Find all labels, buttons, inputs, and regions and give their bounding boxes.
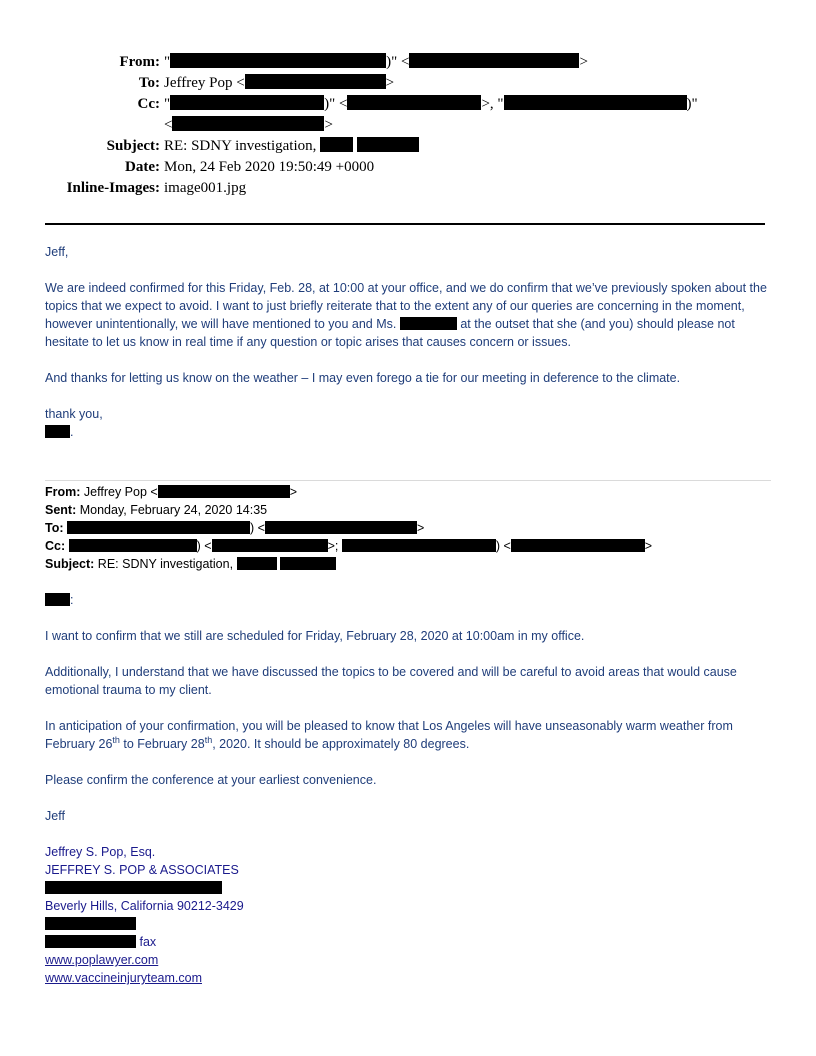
header-inline-images-row (0, 178, 816, 199)
header-inline-images-label: Inline-Images: (66, 180, 160, 196)
redaction-block (409, 53, 579, 68)
header-from-row (0, 52, 816, 73)
quote: )" (686, 96, 698, 112)
redaction-block (170, 53, 386, 68)
signature-address-line (45, 879, 769, 897)
header-date-row (0, 157, 816, 178)
quoted-from-row: From: Jeffrey Pop < > (45, 485, 297, 499)
redaction-block (347, 95, 481, 110)
website-link-poplawyer[interactable]: www.poplawyer.com (45, 953, 159, 967)
bracket: > (385, 75, 395, 91)
redaction-block (158, 485, 290, 498)
redaction-block (245, 74, 386, 89)
quote: " (164, 54, 171, 70)
redaction-block (45, 881, 222, 894)
signature-block (45, 843, 769, 987)
quote: >, " (481, 96, 504, 112)
header-subject-row (0, 136, 816, 157)
redaction-block (212, 539, 328, 552)
signature-firm: JEFFREY S. POP & ASSOCIATES (45, 863, 239, 877)
quote: )" < (324, 96, 348, 112)
quoted-paragraph-1: I want to confirm that we still are scheduled for Friday, February 28, 2020 at 10:00am in my office. (45, 629, 585, 643)
quoted-body (45, 591, 769, 987)
redaction-block (504, 95, 687, 110)
signature-name: Jeffrey S. Pop, Esq. (45, 845, 156, 859)
redaction-block (357, 137, 419, 152)
header-subject-value: RE: SDNY investigation, (164, 138, 317, 154)
reply-paragraph-2: And thanks for letting us know on the weather – I may even forego a tie for our meeting in deference to the climate. (45, 371, 681, 385)
redaction-block (67, 521, 250, 534)
redaction-block (342, 539, 496, 552)
bracket: > (579, 54, 588, 70)
website-link-vaccineinjuryteam[interactable]: www.vaccineinjuryteam.com (45, 971, 202, 985)
header-from-label: From: (119, 54, 160, 70)
redaction-block (400, 317, 457, 330)
header-to-name: Jeffrey Pop < (164, 75, 245, 91)
quoted-to-row: To: ) < > (45, 521, 425, 535)
quoted-salutation: : (45, 591, 769, 609)
header-to-label: To: (138, 75, 160, 91)
header-date-value: Mon, 24 Feb 2020 19:50:49 +0000 (164, 159, 375, 175)
header-divider (45, 223, 765, 225)
redaction-block (45, 593, 70, 606)
reply-paragraph-1: We are indeed confirmed for this Friday, Feb. 28, at 10:00 at your office, and we do confirm that we’ve previously spoken about the topics that we expect to avoid. I want to just briefly reiterate that to the extent any of our queries are concerning in the moment, however unintentionally, we will have mentioned to you and Ms. at the outset that she (and you) should please not hesitate to let us know in real time if any question or topic arises that causes concern or issues. (45, 281, 767, 349)
redaction-block (511, 539, 645, 552)
signature-fax-line: fax (45, 933, 769, 951)
quoted-paragraph-2: Additionally, I understand that we have discussed the topics to be covered and will be careful to avoid areas that would cause emotional trauma to my client. (45, 665, 737, 697)
header-inline-images-value: image001.jpg (164, 180, 247, 196)
redaction-block (45, 935, 136, 948)
redaction-block (170, 95, 324, 110)
reply-signature: . (45, 423, 769, 441)
header-subject-label: Subject: (106, 138, 160, 154)
reply-greeting: Jeff, (45, 245, 69, 259)
quoted-divider (45, 480, 771, 481)
header-cc-row (0, 94, 816, 115)
redaction-block (237, 557, 277, 570)
redaction-block (45, 917, 136, 930)
bracket: > (324, 117, 333, 133)
signature-city: Beverly Hills, California 90212-3429 (45, 899, 244, 913)
redaction-block (280, 557, 336, 570)
quoted-paragraph-3: In anticipation of your confirmation, you will be pleased to know that Los Angeles will have unseasonably warm weather from February 26th to February 28th, 2020. It should be approximately 80 degrees. (45, 719, 733, 751)
quote: " (164, 96, 171, 112)
quoted-subject-row: Subject: RE: SDNY investigation, (45, 555, 652, 573)
quoted-cc-row: Cc: ) < >; ) < > (45, 539, 653, 553)
reply-body (45, 243, 769, 441)
quote: )" < (386, 54, 410, 70)
header-to-row (0, 73, 816, 94)
redaction-block (265, 521, 417, 534)
header-cc-row-cont (0, 115, 816, 136)
quoted-paragraph-4: Please confirm the conference at your earliest convenience. (45, 773, 377, 787)
bracket: < (164, 117, 173, 133)
reply-closing: thank you, (45, 407, 103, 421)
signature-phone-line (45, 915, 769, 933)
redaction-block (69, 539, 197, 552)
quoted-sent-row: Sent: Monday, February 24, 2020 14:35 (45, 503, 268, 517)
quoted-header (45, 483, 652, 573)
header-date-label: Date: (125, 159, 160, 175)
email-header (0, 52, 816, 199)
redaction-block (45, 425, 70, 438)
redaction-block (320, 137, 353, 152)
quoted-signoff: Jeff (45, 809, 65, 823)
redaction-block (172, 116, 324, 131)
header-cc-label: Cc: (137, 96, 160, 112)
